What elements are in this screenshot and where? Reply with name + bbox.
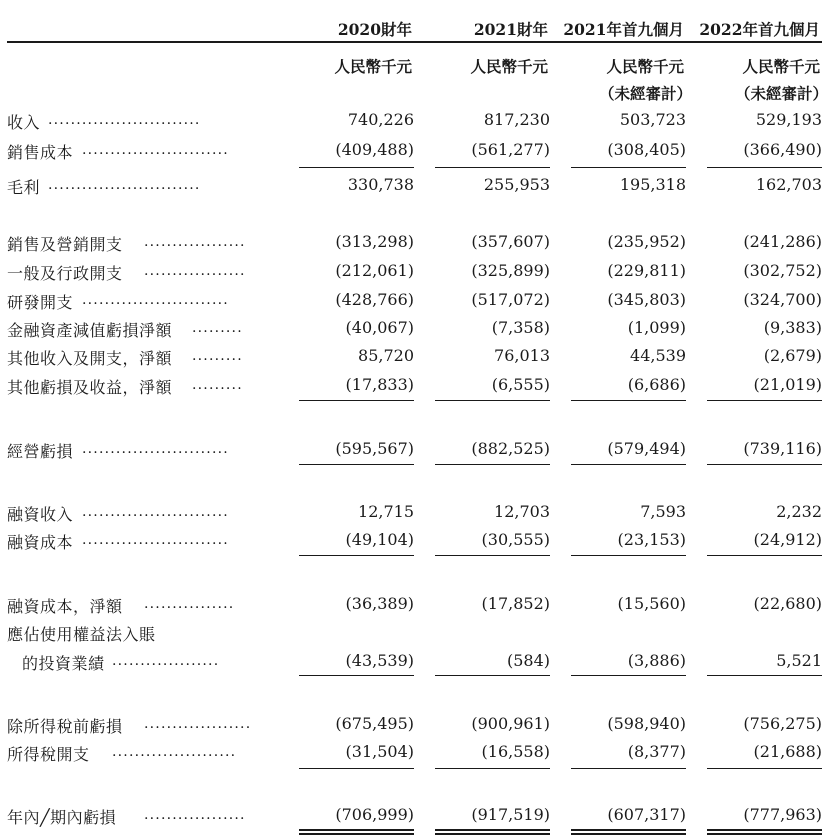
cell-value: (9,383) [763,318,822,337]
leader-dots: .......................... [82,532,229,548]
col-header-period: 2022年首九個月 [699,20,820,39]
cell-value: (21,688) [753,742,822,761]
row-label: 所得稅開支 [7,745,90,764]
cell-value: (8,377) [627,742,686,761]
cell-value: (40,067) [345,318,414,337]
total-double-rule [435,833,550,835]
subtotal-rule [299,768,414,769]
col-header-currency: 人民幣千元 [606,57,684,76]
cell-value: (229,811) [607,261,686,280]
cell-value: (598,940) [607,714,686,733]
leader-dots: .................. [144,234,246,250]
col-header-currency: 人民幣千元 [470,57,548,76]
cell-value: (2,679) [763,346,822,365]
subtotal-rule [707,555,822,556]
cell-value: (409,488) [335,140,414,159]
cell-value: (917,519) [471,805,550,824]
subtotal-rule [435,400,550,401]
cell-value: (517,072) [471,290,550,309]
subtotal-rule [571,167,686,168]
cell-value: (900,961) [471,714,550,733]
leader-dots: ......... [192,348,243,364]
cell-value: (1,099) [627,318,686,337]
subtotal-rule [299,555,414,556]
cell-value: (345,803) [607,290,686,309]
cell-value: 195,318 [619,175,686,194]
row-label: 研發開支 [7,293,74,312]
cell-value: 529,193 [755,110,822,129]
cell-value: (325,899) [471,261,550,280]
cell-value: (241,286) [743,232,822,251]
col-header-currency: 人民幣千元 [742,57,820,76]
cell-value: (308,405) [607,140,686,159]
cell-value: (579,494) [607,439,686,458]
cell-value: (706,999) [335,805,414,824]
row-label: 金融資產減值虧損淨額 [7,321,173,340]
cell-value: (6,555) [491,375,550,394]
cell-value: (17,833) [345,375,414,394]
row-label: 融資收入 [7,505,74,524]
cell-value: (882,525) [471,439,550,458]
cell-value: 7,593 [640,502,686,521]
row-label: 除所得稅前虧損 [7,717,123,736]
subtotal-rule [299,675,414,676]
cell-value: 44,539 [630,346,686,365]
leader-dots: ...................... [112,744,237,760]
cell-value: 503,723 [619,110,686,129]
total-double-rule [707,829,822,831]
row-label: 其他收入及開支，淨額 [7,349,173,368]
leader-dots: ........................... [48,177,201,193]
cell-value: 330,738 [347,175,414,194]
subtotal-rule [299,400,414,401]
cell-value: (739,116) [743,439,822,458]
subtotal-rule [435,768,550,769]
row-label: 其他虧損及收益，淨額 [7,378,173,397]
cell-value: (235,952) [607,232,686,251]
col-header-note: （未經審計） [598,84,692,103]
subtotal-rule [435,555,550,556]
row-label: 銷售成本 [7,143,74,162]
cell-value: (675,495) [335,714,414,733]
cell-value: 12,703 [494,502,550,521]
cell-value: (6,686) [627,375,686,394]
cell-value: (324,700) [743,290,822,309]
subtotal-rule [707,400,822,401]
cell-value: 76,013 [494,346,550,365]
subtotal-rule [571,464,686,465]
cell-value: 255,953 [483,175,550,194]
subtotal-rule [435,167,550,168]
cell-value: (23,153) [617,530,686,549]
total-double-rule [299,829,414,831]
cell-value: (212,061) [335,261,414,280]
cell-value: (561,277) [471,140,550,159]
cell-value: (607,317) [607,805,686,824]
col-header-currency: 人民幣千元 [334,57,412,76]
leader-dots: ........................... [48,112,201,128]
row-label: 應佔使用權益法入賬 [7,625,156,644]
leader-dots: .......................... [82,441,229,457]
subtotal-rule [707,675,822,676]
cell-value: (357,607) [471,232,550,251]
subtotal-rule [707,768,822,769]
subtotal-rule [435,464,550,465]
row-label: 銷售及營銷開支 [7,235,123,254]
cell-value: (584) [506,651,550,670]
cell-value: (31,504) [345,742,414,761]
subtotal-rule [299,167,414,168]
cell-value: (22,680) [753,594,822,613]
leader-dots: ................... [144,716,252,732]
col-header-period: 2021財年 [473,20,548,39]
leader-dots: ......... [192,320,243,336]
subtotal-rule [571,768,686,769]
subtotal-rule [707,464,822,465]
col-header-period: 2021年首九個月 [563,20,684,39]
cell-value: (21,019) [753,375,822,394]
top-rule [7,41,822,43]
cell-value: (7,358) [491,318,550,337]
cell-value: 5,521 [776,651,822,670]
row-label: 的投資業績 [22,654,105,673]
subtotal-rule [571,400,686,401]
cell-value: (595,567) [335,439,414,458]
col-header-note: （未經審計） [734,84,828,103]
leader-dots: .......................... [82,504,229,520]
cell-value: 12,715 [358,502,414,521]
cell-value: 740,226 [347,110,414,129]
subtotal-rule [707,167,822,168]
leader-dots: ......... [192,377,243,393]
total-double-rule [571,829,686,831]
cell-value: (36,389) [345,594,414,613]
cell-value: (777,963) [743,805,822,824]
row-label: 融資成本，淨額 [7,597,123,616]
cell-value: 2,232 [776,502,822,521]
cell-value: (43,539) [345,651,414,670]
col-header-period: 2020財年 [337,20,412,39]
row-label: 融資成本 [7,533,74,552]
subtotal-rule [299,464,414,465]
subtotal-rule [435,675,550,676]
total-double-rule [571,833,686,835]
cell-value: (16,558) [481,742,550,761]
cell-value: (756,275) [743,714,822,733]
leader-dots: .......................... [82,142,229,158]
row-label: 一般及行政開支 [7,264,123,283]
cell-value: 817,230 [483,110,550,129]
row-label: 收入 [7,113,41,132]
cell-value: 85,720 [358,346,414,365]
total-double-rule [435,829,550,831]
cell-value: (49,104) [345,530,414,549]
cell-value: 162,703 [755,175,822,194]
cell-value: (17,852) [481,594,550,613]
row-label: 毛利 [7,178,41,197]
total-double-rule [299,833,414,835]
cell-value: (366,490) [743,140,822,159]
cell-value: (3,886) [627,651,686,670]
subtotal-rule [571,555,686,556]
cell-value: (15,560) [617,594,686,613]
total-double-rule [707,833,822,835]
leader-dots: ................ [144,596,235,612]
cell-value: (313,298) [335,232,414,251]
cell-value: (428,766) [335,290,414,309]
leader-dots: .................. [144,807,246,823]
leader-dots: .................. [144,263,246,279]
row-label: 年內╱期內虧損 [7,808,117,827]
cell-value: (30,555) [481,530,550,549]
subtotal-rule [571,675,686,676]
row-label: 經營虧損 [7,442,74,461]
leader-dots: ................... [112,653,220,669]
cell-value: (24,912) [753,530,822,549]
leader-dots: .......................... [82,292,229,308]
cell-value: (302,752) [743,261,822,280]
